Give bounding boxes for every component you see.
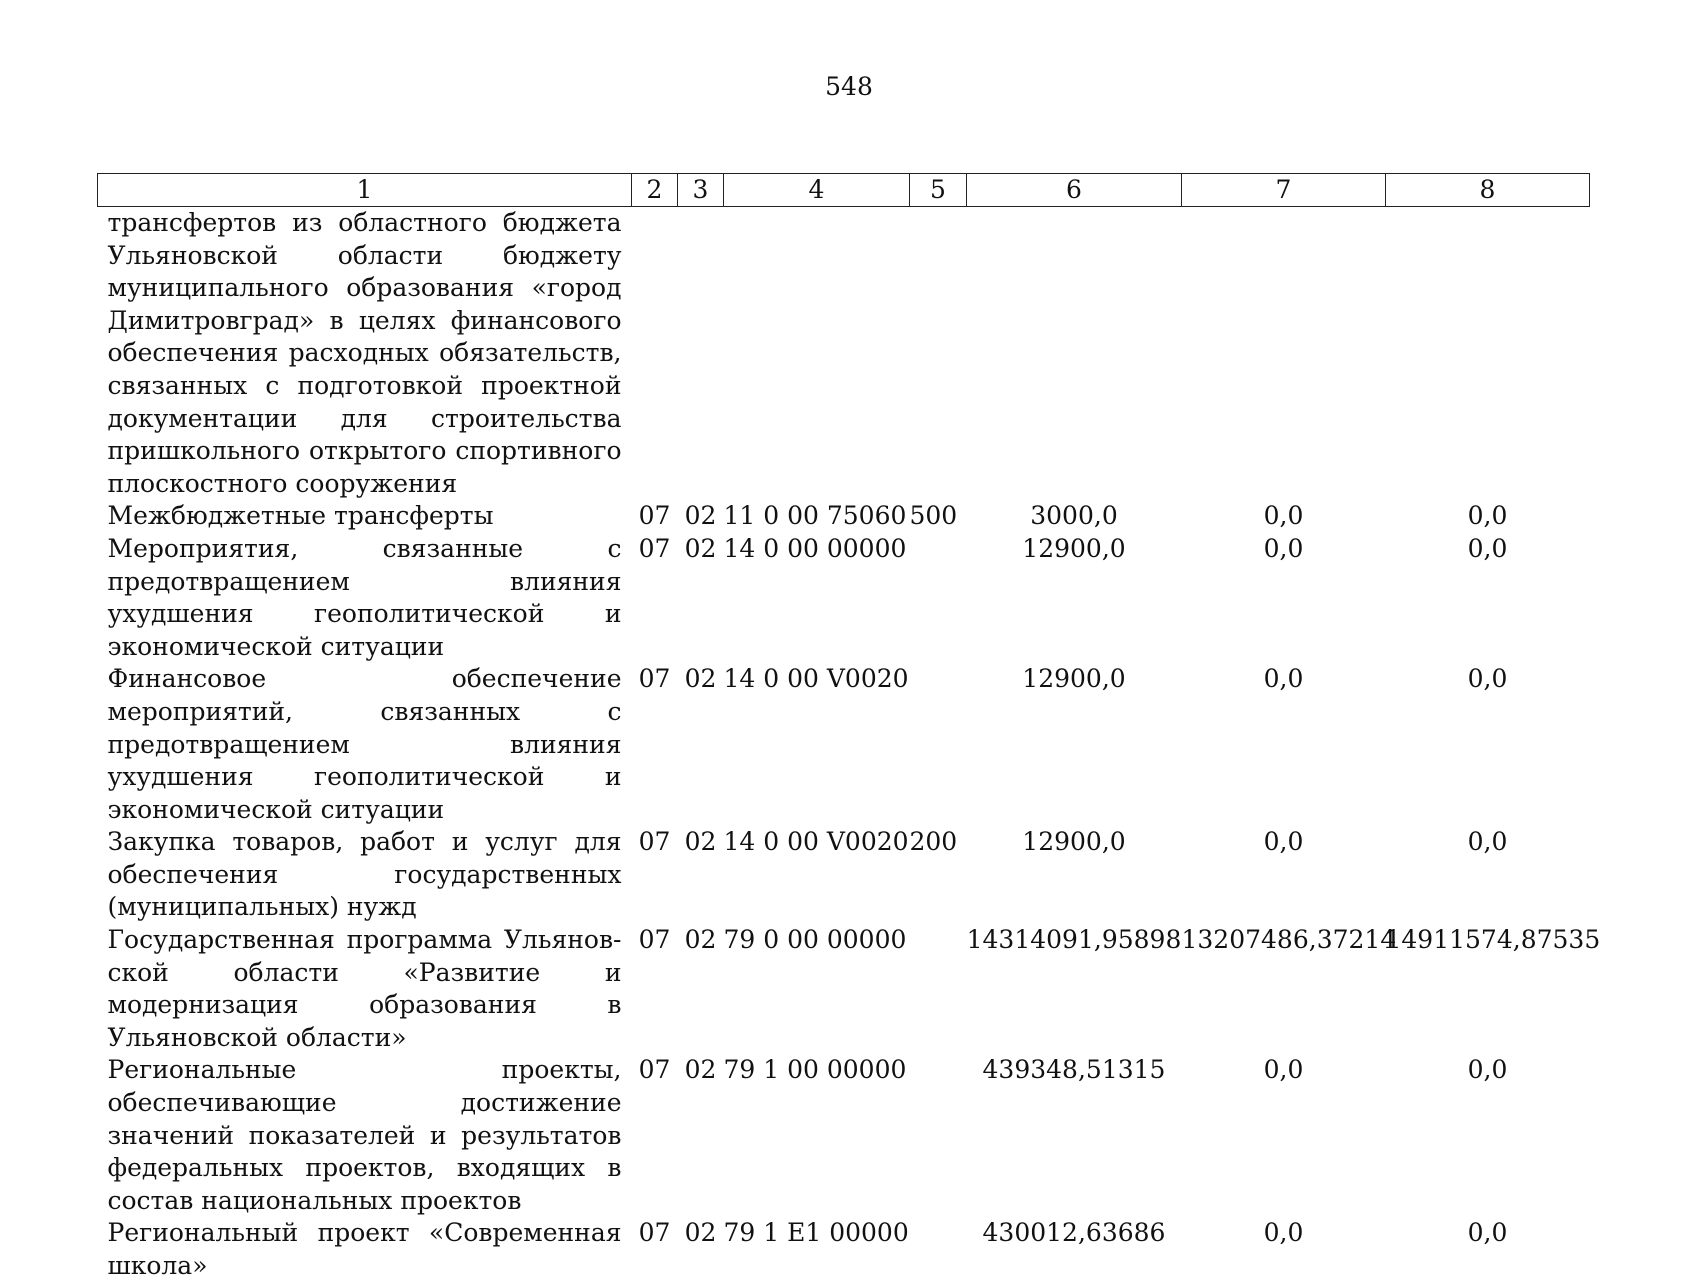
- row-expense-type: [910, 533, 967, 663]
- row-expense-type: [910, 207, 967, 501]
- row-name: Межбюджетные трансферты: [107, 501, 494, 531]
- row-amount-col8: [1386, 207, 1590, 501]
- row-amount-col7: 0,0: [1263, 1055, 1304, 1085]
- row-amount-col7: 0,0: [1263, 501, 1304, 531]
- row-amount-col8: 0,0: [1467, 1218, 1508, 1248]
- table-row: [98, 207, 1590, 501]
- row-section: 07: [638, 925, 671, 955]
- row-subsection: 02: [684, 1218, 717, 1248]
- row-target-article: 14 0 00 V0020: [723, 827, 909, 857]
- row-subsection: 02: [684, 827, 717, 857]
- row-amount-col6: 12900,0: [1022, 533, 1126, 563]
- row-subsection: [678, 207, 724, 501]
- row-subsection: 02: [684, 1055, 717, 1085]
- row-amount-col6: 3000,0: [1030, 501, 1118, 531]
- table-body: [98, 207, 1601, 1283]
- column-header-5: 5: [910, 174, 967, 207]
- row-expense-type: 500: [909, 501, 958, 531]
- row-name: трансфертов из областного бюджета Ульяновской области бюджету муниципального образования «город Димитровград» в целях финансового обеспечения расходных обязательств, связанных с подготовкой проектной документации для строительства пришкольного открытого спортивного плоскостного сооружения: [107, 208, 622, 498]
- row-amount-col6: 12900,0: [1022, 827, 1126, 857]
- row-target-article: [724, 207, 910, 501]
- row-name: Финансовое обеспечение мероприятий, связанных с предотвращением влияния ухудшения геополитической и экономической ситуации: [107, 664, 622, 824]
- column-header-4: 4: [724, 174, 910, 207]
- row-expense-type: [910, 663, 967, 826]
- column-header-6: 6: [967, 174, 1182, 207]
- column-header-3: 3: [678, 174, 724, 207]
- row-section: 07: [638, 664, 671, 694]
- page-number: 548: [825, 72, 873, 101]
- row-section: 07: [638, 1218, 671, 1248]
- column-header-7: 7: [1182, 174, 1386, 207]
- row-name: Закупка товаров, работ и услуг для обеспечения государственных (муниципальных) нужд: [107, 827, 622, 922]
- table-row: [98, 500, 1590, 533]
- row-amount-col8: 0,0: [1467, 533, 1508, 563]
- row-amount-col6: 439348,51315: [982, 1055, 1166, 1085]
- row-amount-col6: 12900,0: [1022, 664, 1126, 694]
- column-header-8: 8: [1386, 174, 1590, 207]
- row-expense-type: [910, 1054, 967, 1217]
- table-row: [98, 1054, 1590, 1217]
- budget-table: [97, 173, 1601, 1283]
- row-subsection: 02: [684, 664, 717, 694]
- row-subsection: 02: [684, 925, 717, 955]
- row-expense-type: 200: [909, 827, 958, 857]
- row-amount-col7: [1182, 207, 1386, 501]
- row-target-article: 14 0 00 V0020: [723, 664, 909, 694]
- row-amount-col8: 0,0: [1467, 827, 1508, 857]
- row-target-article: 11 0 00 75060: [723, 501, 907, 531]
- row-amount-col8: 0,0: [1467, 1055, 1508, 1085]
- row-expense-type: [910, 924, 967, 1054]
- row-name: Мероприятия, связанные с предотвращением влияния ухудшения геополитической и экономической ситуации: [107, 533, 622, 661]
- row-amount-col8: 0,0: [1467, 501, 1508, 531]
- row-name: Государственная программа Ульяновской области «Развитие и модернизация образования в Ульяновской области»: [107, 925, 622, 1052]
- row-amount-col7: 0,0: [1263, 664, 1304, 694]
- row-name: Региональные проекты, обеспечивающие достижение значений показателей и результатов федеральных проектов, входящих в состав национальных проектов: [107, 1055, 622, 1215]
- row-amount-col7: 13207486,37214: [1181, 925, 1397, 955]
- row-amount-col8: 0,0: [1467, 664, 1508, 694]
- row-amount-col7: 0,0: [1263, 827, 1304, 857]
- row-target-article: 79 0 00 00000: [723, 925, 907, 955]
- row-amount-col6: 14314091,95898: [966, 925, 1182, 955]
- row-subsection: 02: [684, 533, 717, 563]
- table-row: [98, 1217, 1590, 1282]
- row-amount-col8: 14911574,87535: [1385, 925, 1601, 955]
- table-row: [98, 826, 1590, 924]
- row-amount-col6: 430012,63686: [982, 1218, 1166, 1248]
- table-row: [98, 533, 1590, 663]
- header-row: [98, 174, 1590, 207]
- row-target-article: 14 0 00 00000: [723, 533, 907, 563]
- column-header-1: 1: [98, 174, 632, 207]
- row-amount-col7: 0,0: [1263, 533, 1304, 563]
- row-amount-col6: [967, 207, 1182, 501]
- row-amount-col7: 0,0: [1263, 1218, 1304, 1248]
- row-section: 07: [638, 1055, 671, 1085]
- row-section: [632, 207, 678, 501]
- row-expense-type: [910, 1217, 967, 1282]
- column-header-2: 2: [632, 174, 678, 207]
- row-section: 07: [638, 501, 671, 531]
- row-section: 07: [638, 827, 671, 857]
- row-subsection: 02: [684, 501, 717, 531]
- table-row: [98, 924, 1590, 1054]
- row-target-article: 79 1 E1 00000: [723, 1218, 909, 1248]
- row-target-article: 79 1 00 00000: [723, 1055, 907, 1085]
- row-name: Региональный проект «Современная школа»: [107, 1218, 622, 1280]
- table-header: [98, 174, 1590, 207]
- table-row: [98, 663, 1590, 826]
- row-section: 07: [638, 533, 671, 563]
